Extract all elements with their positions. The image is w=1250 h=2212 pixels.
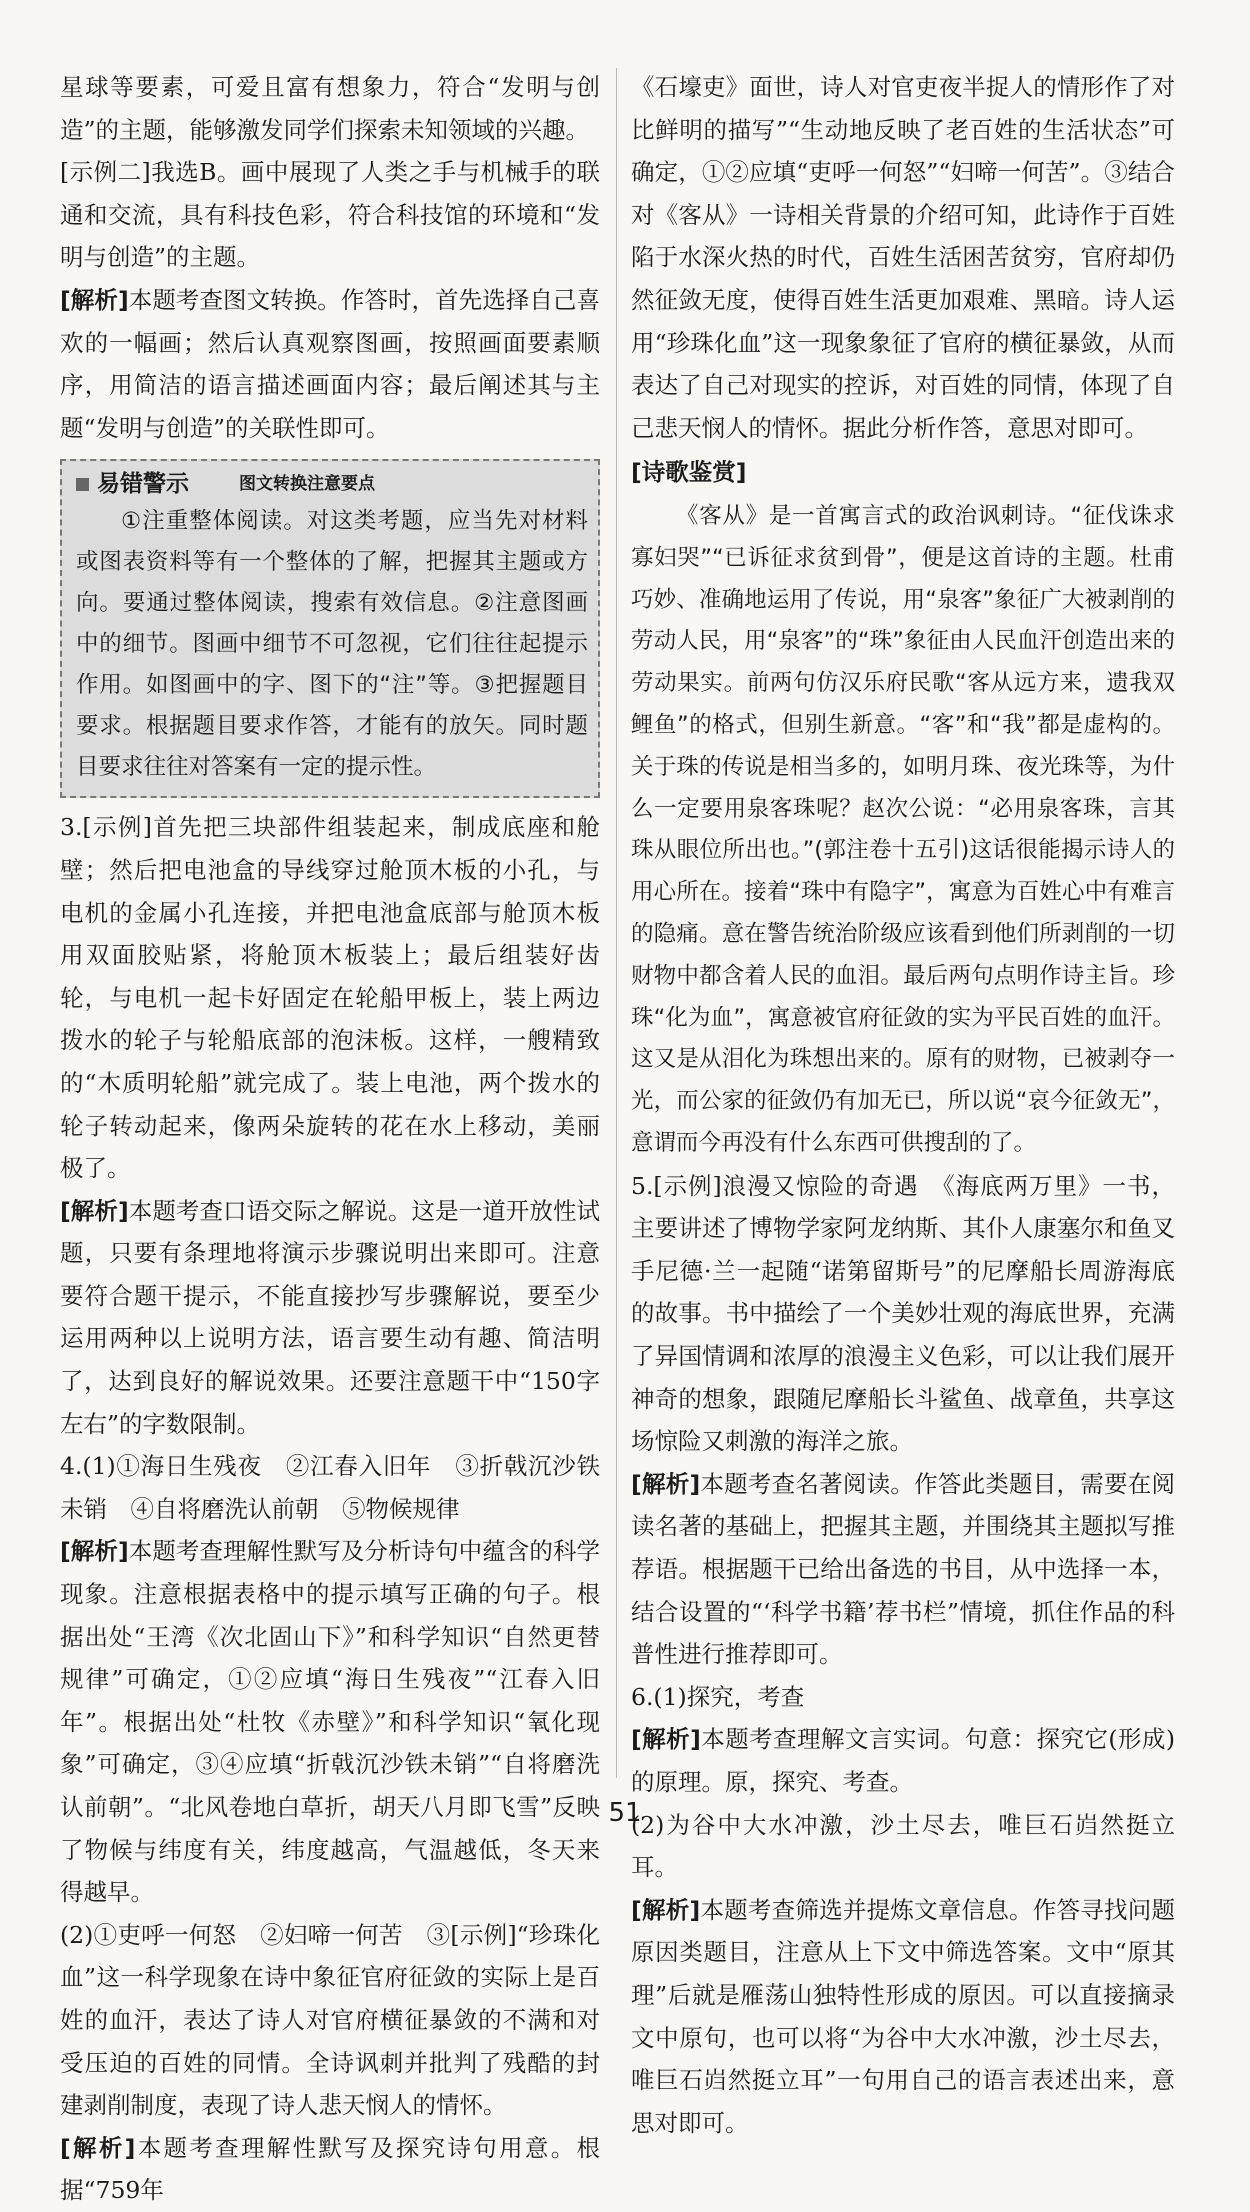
analysis-question-4-part-1: [解析]本题考查理解性默写及分析诗句中蕴含的科学现象。注意根据表格中的提示填写正确的句子。根据出处“王湾《次北固山下》”和科学知识“自然更替规律”可确定，①②应填“海日生残夜”“江春入旧年”。根据出处“杜牧《赤壁》”和科学知识“氧化现象”可确定，③④应填“折戟沉沙铁未销”“自将磨洗认前朝”。“北风卷地白草折，胡天八月即飞雪”反映了物候与纬度有关，纬度越高，气温越低，冬天来得越早。 bbox=[60, 1537, 601, 1907]
answer-question-5: 5.[示例]浪漫又惊险的奇遇 《海底两万里》一书，主要讲述了博物学家阿龙纳斯、其仆人康塞尔和鱼叉手尼德·兰一起随“诺第留斯号”的尼摩船长周游海底的故事。书中描绘了一个美妙壮观的海底世界，充满了异国情调和浓厚的浪漫主义色彩，可以让我们展开神奇的想象，跟随尼摩船长斗鲨鱼、战章鱼，共享这场惊险又刺激的海洋之旅。 bbox=[631, 1171, 1175, 1456]
analysis-paragraph: [解析]本题考查图文转换。作答时，首先选择自己喜欢的一幅画；然后认真观察图画，按照画面要素顺序，用简洁的语言描述画面内容；最后阐述其与主题“发明与创造”的关联性即可。 bbox=[60, 285, 601, 442]
answer-question-3: 3.[示例]首先把三块部件组装起来，制成底座和舱壁；然后把电池盒的导线穿过舱顶木板的小孔，与电机的金属小孔连接，并把电池盒底部与舱顶木板用双面胶贴紧，将舱顶木板装上；最后组装好齿轮，与电机一起卡好固定在轮船甲板上，装上两边拨水的轮子与轮船底部的泡沫板。这样，一艘精致的“木质明轮船”就完成了。装上电池，两个拨水的轮子转动起来，像两朵旋转的花在水上移动，美丽极了。 bbox=[60, 813, 600, 1183]
page-number: 51 bbox=[608, 1798, 642, 1828]
analysis-tag: [解析] bbox=[631, 1725, 701, 1754]
answer-example-two: [示例二]我选B。画中展现了人类之手与机械手的联通和交流，具有科技色彩，符合科技馆的环境和“发明与创造”的主题。 bbox=[60, 158, 600, 272]
analysis-question-4-part-2: [解析]本题考查理解性默写及探究诗句用意。根据“759年 bbox=[60, 2133, 601, 2205]
analysis-question-6-part-1: [解析]本题考查理解文言实词。句意：探究它(形成)的原理。原，探究、考查。 bbox=[631, 1725, 1176, 1796]
poem-appreciation-heading: [诗歌鉴赏] bbox=[631, 458, 747, 487]
warning-body: ①注重整体阅读。对这类考题，应当先对材料或图表资料等有一个整体的了解，把握其主题或方向。要通过整体阅读，搜索有效信息。②注意图画中的细节。图画中细节不可忽视，它们往往起提示作用。如图画中的字、图下的“注”等。③把握题目要求。根据题目要求作答，才能有的放矢。同时题目要求往往对答案有一定的提示性。 bbox=[76, 508, 588, 781]
answer-question-4-part-2: (2)①吏呼一何怒 ②妇啼一何苦 ③[示例]“珍珠化血”这一科学现象在诗中象征官府征敛的实际上是百姓的血汗，表达了诗人对官府横征暴敛的不满和对受压迫的百姓的同情。全诗讽刺并批判了残酷的封建剥削制度，表现了诗人悲天悯人的情怀。 bbox=[60, 1920, 600, 2120]
left-column bbox=[60, 66, 600, 2212]
analysis-tag: [解析] bbox=[60, 2133, 136, 2162]
analysis-question-4-continued: 《石壕吏》面世，诗人对官吏夜半捉人的情形作了对比鲜明的描写”“生动地反映了老百姓的生活状态”可确定，①②应填“吏呼一何怒”“妇啼一何苦”。③结合对《客从》一诗相关背景的介绍可知，此诗作于百姓陷于水深火热的时代，百姓生活困苦贫穷，官府却仍然征敛无度，使得百姓生活更加艰难、黑暗。诗人运用“珍珠化血”这一现象象征了官府的横征暴敛，从而表达了自己对现实的控诉，对百姓的同情，体现了自己悲天悯人的情怀。据此分析作答，意思对即可。 bbox=[631, 73, 1175, 442]
answer-question-6-part-1: 6.(1)探究，考查 bbox=[631, 1682, 805, 1711]
column-divider bbox=[616, 68, 617, 1778]
poem-appreciation-body: 《客从》是一首寓言式的政治讽刺诗。“征伐诛求寡妇哭”“已诉征求贫到骨”，便是这首诗的主题。杜甫巧妙、准确地运用了传说，用“泉客”象征广大被剥削的劳动人民，用“泉客”的“珠”象征由人民血汗创造出来的劳动果实。前两句仿汉乐府民歌“客从远方来，遗我双鲤鱼”的格式，但别生新意。“客”和“我”都是虚构的。关于珠的传说是相当多的，如明月珠、夜光珠等，为什么一定要用泉客珠呢？赵次公说：“必用泉客珠，言其珠从眼位所出也。”(郭注卷十五引)这话很能揭示诗人的用心所在。接着“珠中有隐字”，寓意为百姓心中有难言的隐痛。意在警告统治阶级应该看到他们所剥削的一切财物中都含着人民的血泪。最后两句点明作诗主旨。珍珠“化为血”，寓意被官府征敛的实为平民百姓的血汗。这又是从泪化为珠想出来的。原有的财物，已被剥夺一光，而公家的征敛仍有加无已，所以说“哀今征敛无”，意谓而今再没有什么东西可供搜刮的了。 bbox=[631, 502, 1175, 1156]
analysis-tag: [解析] bbox=[60, 1196, 129, 1225]
analysis-tag: [解析] bbox=[60, 1537, 129, 1566]
analysis-tag: [解析] bbox=[60, 285, 129, 314]
answer-question-4-part-1: 4.(1)①海日生残夜 ②江春入旧年 ③折戟沉沙铁未销 ④自将磨洗认前朝 ⑤物候规律 bbox=[60, 1452, 600, 1523]
analysis-question-6-part-2: [解析]本题考查筛选并提炼文章信息。作答寻找问题原因类题目，注意从上下文中筛选答案。文中“原其理”后就是雁荡山独特性形成的原因。可以直接摘录文中原句，也可以将“为谷中大水冲激，沙土尽去，唯巨石岿然挺立耳”一句用自己的语言表述出来，意思对即可。 bbox=[631, 1895, 1175, 2137]
analysis-tag: [解析] bbox=[631, 1895, 701, 1924]
warning-title: 易错警示 bbox=[97, 471, 189, 498]
error-warning-box bbox=[60, 459, 600, 798]
warning-subtitle: 图文转换注意要点 bbox=[239, 474, 375, 495]
warning-header bbox=[76, 467, 588, 501]
analysis-question-3: [解析]本题考查口语交际之解说。这是一道开放性试题，只要有条理地将演示步骤说明出来即可。注意要符合题干提示，不能直接抄写步骤解说，要至少运用两种以上说明方法，语言要生动有趣、简洁明了，达到良好的解说效果。还要注意题干中“150字左右”的字数限制。 bbox=[60, 1196, 601, 1438]
right-column bbox=[631, 66, 1175, 2144]
analysis-tag: [解析] bbox=[631, 1469, 701, 1498]
analysis-question-5: [解析]本题考查名著阅读。作答此类题目，需要在阅读名著的基础上，把握其主题，并围绕其主题拟写推荐语。根据题干已给出备选的书目，从中选择一本，结合设置的“‘科学书籍’荐书栏”情境，抓住作品的科普性进行推荐即可。 bbox=[631, 1469, 1175, 1669]
answer-example-one-tail: 星球等要素，可爱且富有想象力，符合“发明与创造”的主题，能够激发同学们探索未知领域的兴趣。 bbox=[60, 73, 600, 144]
square-bullet-icon bbox=[76, 478, 89, 491]
answer-question-6-part-2: (2)为谷中大水冲激，沙土尽去，唯巨石岿然挺立耳。 bbox=[631, 1810, 1175, 1882]
